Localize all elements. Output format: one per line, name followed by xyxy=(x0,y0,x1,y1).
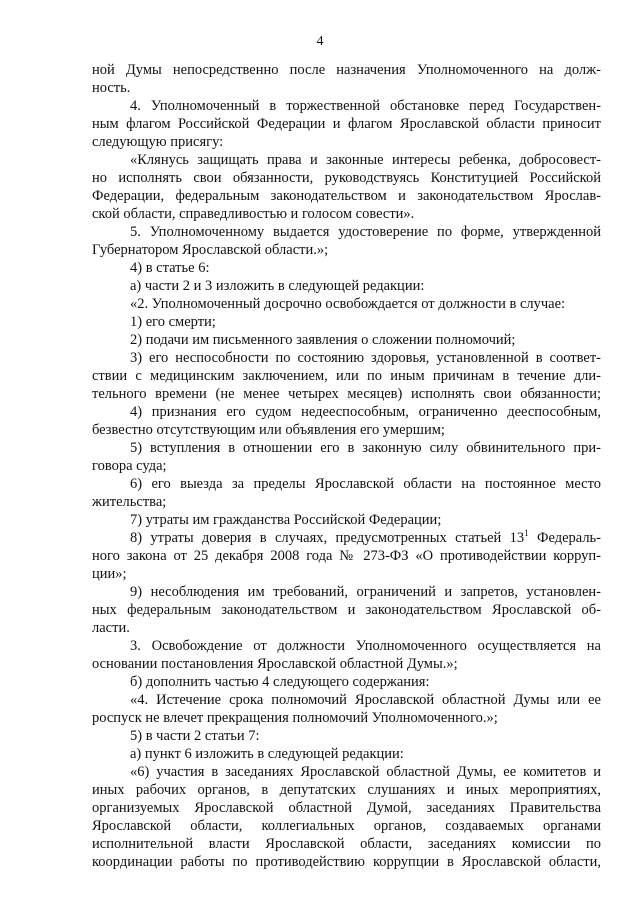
text-line-content: Ярославской области, коллегиальных органов, создаваемых органами xyxy=(92,818,601,834)
text-line xyxy=(92,385,601,403)
text-line-content: 2) подачи им письменного заявления о сложении полномочий; xyxy=(130,332,516,348)
text-line xyxy=(92,223,601,241)
text-line xyxy=(92,277,601,295)
text-line-content: «4. Истечение срока полномочий Ярославской областной Думы или ее xyxy=(130,692,601,708)
text-line-content: а) части 2 и 3 изложить в следующей редакции: xyxy=(130,278,425,294)
text-line-content: 7) утраты им гражданства Российской Федерации; xyxy=(130,512,442,528)
text-line xyxy=(92,601,601,619)
document-body xyxy=(92,61,601,871)
text-line-content: ции»; xyxy=(92,566,127,582)
text-line-content: ных федеральным законодательством и законодательством Ярославской об- xyxy=(92,602,601,618)
text-line-content: «6) участия в заседаниях Ярославской областной Думы, ее комитетов и xyxy=(130,764,601,780)
text-line-content: 5. Уполномоченному выдается удостоверение по форме, утвержденной xyxy=(130,224,601,240)
text-line xyxy=(92,799,601,817)
text-line xyxy=(92,259,601,277)
text-line xyxy=(92,709,601,727)
text-line-content: ность. xyxy=(92,80,131,96)
text-line-content: 8) утраты доверия в случаях, предусмотренных статьей 13 xyxy=(130,530,525,546)
text-line xyxy=(92,673,601,691)
text-line-content: ного закона от 25 декабря 2008 года № 273-ФЗ «О противодействии корруп- xyxy=(92,548,601,564)
text-line xyxy=(92,331,601,349)
text-line-content: 4) в статье 6: xyxy=(130,260,210,276)
text-line xyxy=(92,133,601,151)
text-line xyxy=(92,727,601,745)
text-line xyxy=(92,763,601,781)
text-line xyxy=(92,79,601,97)
text-line xyxy=(92,367,601,385)
text-line-content: Федерации, федеральным законодательством и законодательством Ярослав- xyxy=(92,188,601,204)
text-line-content: жительства; xyxy=(92,494,167,510)
text-line-content: «2. Уполномоченный досрочно освобождается от должности в случае: xyxy=(130,296,566,312)
footnote-superscript: 1 xyxy=(524,528,529,539)
text-line-content: роспуск не влечет прекращения полномочий Уполномоченного.»; xyxy=(92,710,498,726)
text-line-content: 4. Уполномоченный в торжественной обстановке перед Государствен- xyxy=(130,98,601,114)
text-line-content: Губернатором Ярославской области.»; xyxy=(92,242,329,258)
text-line xyxy=(92,817,601,835)
text-line xyxy=(92,655,601,673)
text-line-content: ской области, справедливостью и голосом совести». xyxy=(92,206,415,222)
text-line-content: а) пункт 6 изложить в следующей редакции: xyxy=(130,746,404,762)
text-line-content: говора суда; xyxy=(92,458,167,474)
text-line-content: но исполнять свои обязанности, руководствуясь Конституцией Российской xyxy=(92,170,601,186)
text-line xyxy=(92,745,601,763)
text-line xyxy=(92,205,601,223)
text-line-content: организуемых Ярославской областной Думой, заседаниях Правительства xyxy=(92,800,601,816)
text-line xyxy=(92,349,601,367)
text-line-content: иных рабочих органов, в депутатских слушаниях и иных мероприятиях, xyxy=(92,782,601,798)
text-line xyxy=(92,295,601,313)
text-line-content: 3) его неспособности по состоянию здоровья, установленной в соответ- xyxy=(130,350,601,366)
text-line xyxy=(92,439,601,457)
text-line-content: ствии с медицинским заключением, или по иным причинам в течение дли- xyxy=(92,368,601,384)
text-line xyxy=(92,637,601,655)
text-line xyxy=(92,313,601,331)
text-line xyxy=(92,547,601,565)
text-line-content: следующую присягу: xyxy=(92,134,224,150)
text-line xyxy=(92,853,601,871)
text-line xyxy=(92,493,601,511)
text-line-content: ной Думы непосредственно после назначения Уполномоченного на долж- xyxy=(92,62,601,78)
text-line xyxy=(92,619,601,637)
text-line-content: 1) его смерти; xyxy=(130,314,216,330)
text-line xyxy=(92,151,601,169)
text-line xyxy=(92,115,601,133)
text-line-content: ным флагом Российской Федерации и флагом Ярославской области приносит xyxy=(92,116,601,132)
text-line-content: 6) его выезда за пределы Ярославской области на постоянное место xyxy=(130,476,601,492)
text-line xyxy=(92,475,601,493)
text-line-content: безвестно отсутствующим или объявления его умершим; xyxy=(92,422,445,438)
text-line xyxy=(92,529,601,547)
text-line xyxy=(92,169,601,187)
text-line-content: 9) несоблюдения им требований, ограничений и запретов, установлен- xyxy=(130,584,601,600)
text-line-content: 4) признания его судом недееспособным, ограниченно дееспособным, xyxy=(130,404,601,420)
text-line-content: «Клянусь защищать права и законные интересы ребенка, добросовест- xyxy=(130,152,601,168)
text-line xyxy=(92,565,601,583)
text-line-content: ласти. xyxy=(92,620,130,636)
text-line xyxy=(92,241,601,259)
text-line-content: б) дополнить частью 4 следующего содержания: xyxy=(130,674,430,690)
text-line xyxy=(92,691,601,709)
text-line xyxy=(92,583,601,601)
text-line-content: 5) в части 2 статьи 7: xyxy=(130,728,260,744)
text-line-content: координации работы по противодействию коррупции в Ярославской области, xyxy=(92,854,601,870)
text-line xyxy=(92,421,601,439)
text-line-content: исполнительной власти Ярославской области, заседаниях комиссии по xyxy=(92,836,601,852)
text-line-content: тельного времени (не менее четырех месяцев) исполнять свои обязанности; xyxy=(92,386,601,402)
text-line xyxy=(92,781,601,799)
text-line xyxy=(92,403,601,421)
text-line xyxy=(92,457,601,475)
text-line-content: 5) вступления в отношении его в законную силу обвинительного при- xyxy=(130,440,601,456)
text-line xyxy=(92,511,601,529)
text-line xyxy=(92,61,601,79)
text-line xyxy=(92,835,601,853)
text-line xyxy=(92,187,601,205)
text-line-continuation: Федераль- xyxy=(528,530,601,546)
text-line xyxy=(92,97,601,115)
text-line-content: основании постановления Ярославской областной Думы.»; xyxy=(92,656,458,672)
page-number: 4 xyxy=(316,34,324,49)
text-line-content: 3. Освобождение от должности Уполномоченного осуществляется на xyxy=(130,638,601,654)
